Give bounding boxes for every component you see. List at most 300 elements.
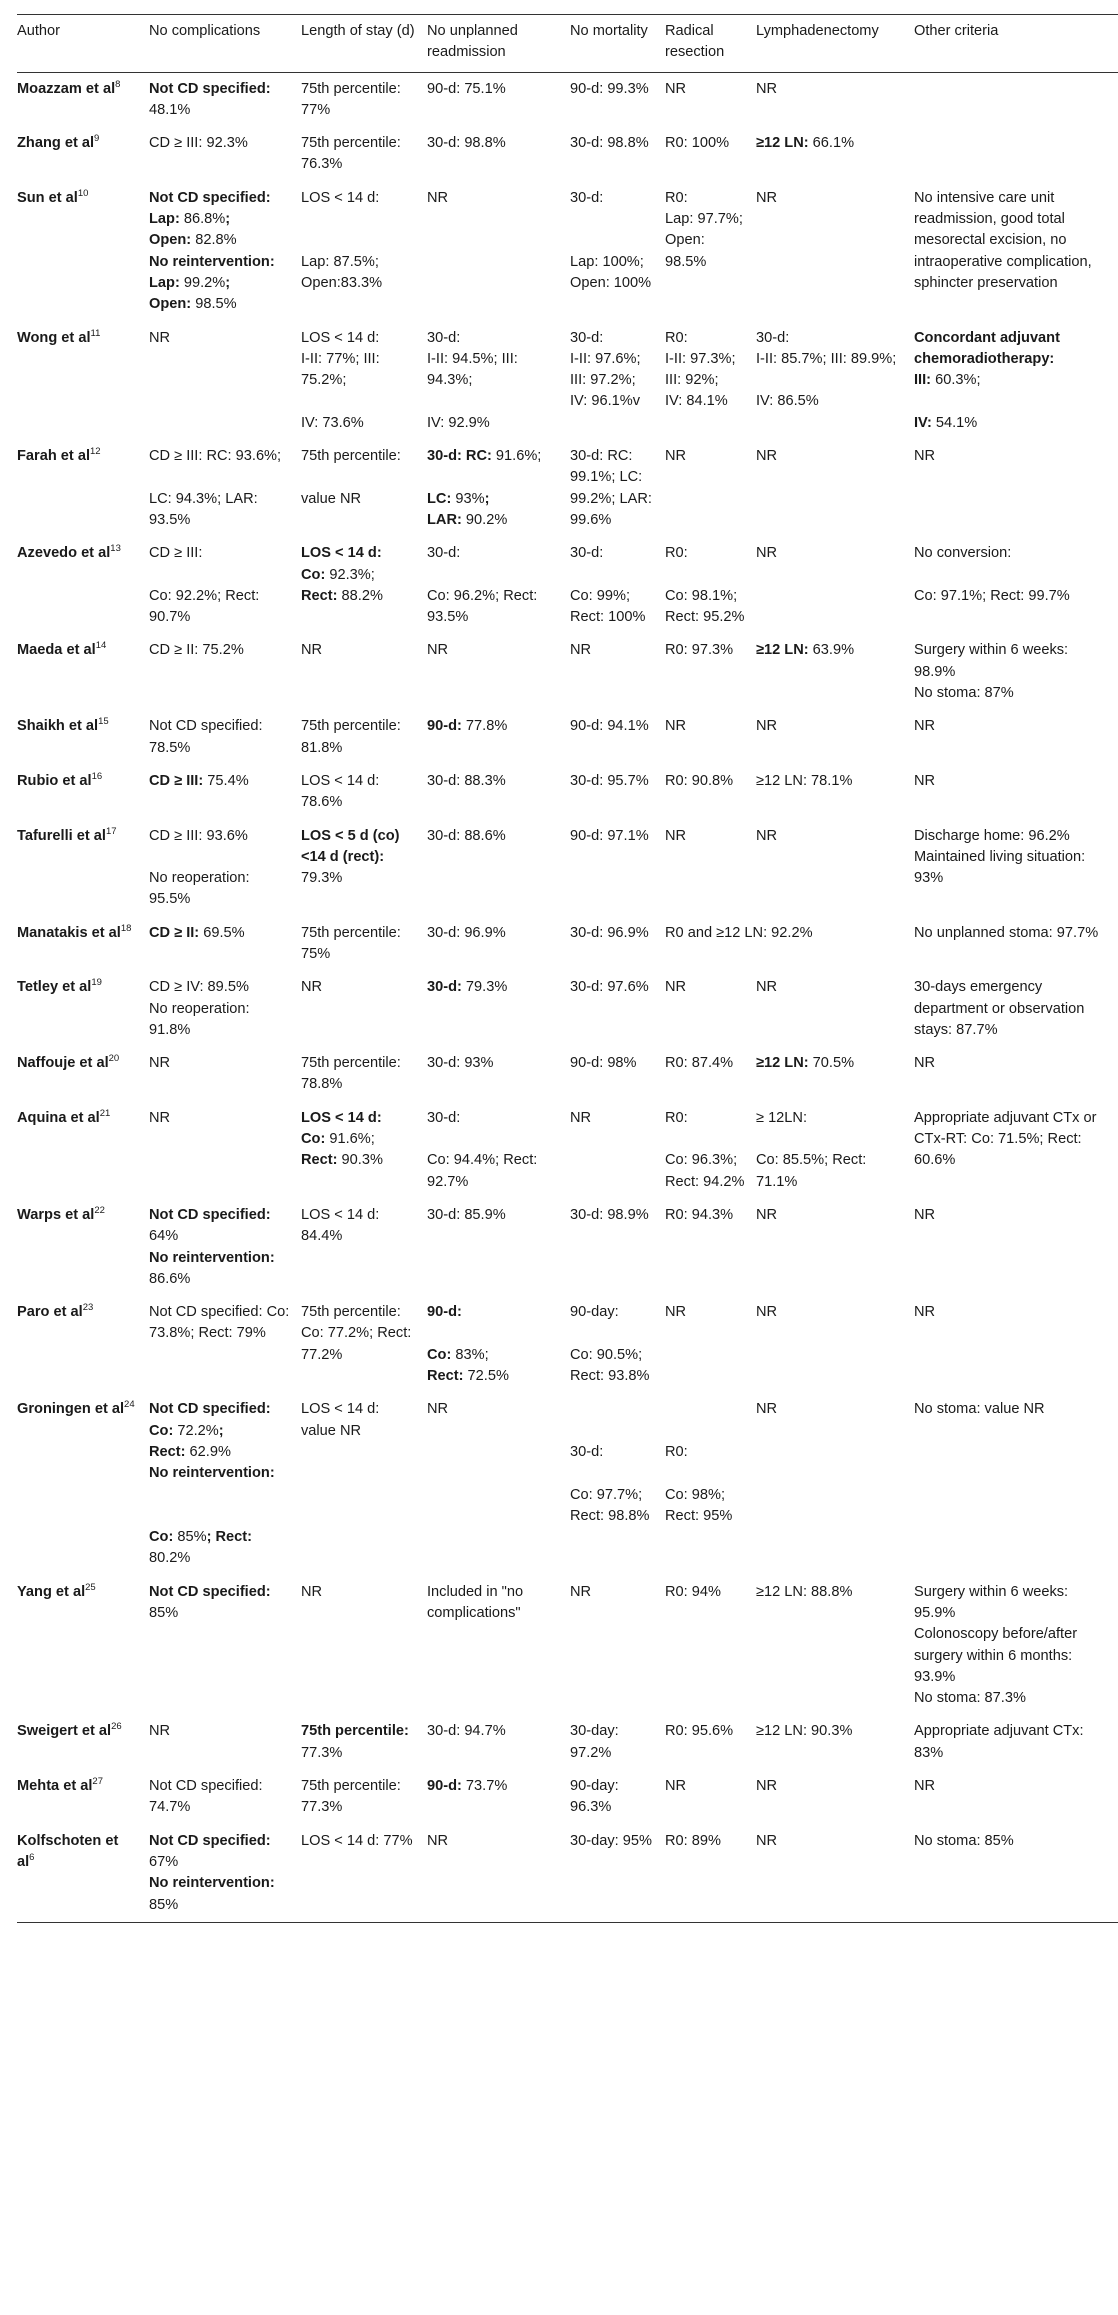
reference-number: 10 <box>77 187 89 199</box>
other-criteria-cell <box>914 1576 1118 1716</box>
cell-text: R0: 94.3% <box>665 1206 734 1223</box>
author-name: Groningen et al <box>17 1401 125 1418</box>
cell-text: Surgery within 6 weeks: 95.9% <box>914 1583 1069 1621</box>
author-cell <box>17 1393 149 1575</box>
cell-text: NR <box>756 189 778 206</box>
table-row <box>17 182 1118 322</box>
cell-text: LOS < 14 d: 84.4% <box>301 1206 380 1245</box>
table-row <box>17 1393 1118 1575</box>
cell-text: R0: <box>665 1443 688 1460</box>
radical-resection-cell <box>665 1715 756 1770</box>
no-complications-cell <box>149 1296 301 1393</box>
cell-text: ; <box>484 490 490 507</box>
cell-text: 72.2% <box>173 1422 219 1439</box>
reference-number: 24 <box>124 1399 135 1411</box>
table-row <box>17 1715 1118 1770</box>
cell-text: III: <box>914 372 932 389</box>
cell-text: Not CD specified: Co: 73.8%; Rect: 79% <box>149 1304 290 1342</box>
cell-text: Open: <box>149 232 192 249</box>
reference-number: 17 <box>105 825 117 837</box>
cell-text: NR <box>665 1778 687 1795</box>
author-name: Shaikh et al <box>17 718 99 735</box>
cell-text: ; <box>225 211 231 228</box>
readmission-cell <box>427 1576 570 1716</box>
mortality-cell <box>570 1576 665 1716</box>
table-row <box>17 820 1118 917</box>
col-header-no-mortality: No mortality <box>570 15 665 73</box>
cell-text: NR <box>914 1778 936 1795</box>
lymphadenectomy-cell <box>756 1296 914 1393</box>
lymphadenectomy-cell <box>756 634 914 710</box>
author-cell <box>17 1102 149 1199</box>
cell-text: 48.1% <box>149 101 191 118</box>
radical-resection-cell <box>665 634 756 710</box>
readmission-cell <box>427 72 570 127</box>
reference-number: 19 <box>91 977 102 989</box>
radical-resection-cell <box>665 72 756 127</box>
readmission-cell <box>427 820 570 917</box>
col-header-no-complications: No complications <box>149 15 301 73</box>
no-complications-cell <box>149 1576 301 1716</box>
mortality-cell <box>570 820 665 917</box>
cell-text: LAR: <box>427 511 462 528</box>
length-of-stay-cell <box>301 1199 427 1296</box>
cell-text: Lap: <box>149 211 180 228</box>
radical-resection-cell <box>665 322 756 440</box>
cell-text: Co: <box>427 1346 452 1363</box>
cell-text: CD ≥ II: 75.2% <box>149 642 244 659</box>
cell-text: 75th percentile: 77.3% <box>301 1778 401 1816</box>
cell-text: No unplanned stoma: 97.7% <box>914 924 1099 941</box>
cell-text: CD ≥ III: <box>149 772 204 789</box>
cell-text: 30-day: 95% <box>570 1832 652 1849</box>
radical-resection-cell <box>665 765 756 820</box>
mortality-cell <box>570 1296 665 1393</box>
other-criteria-cell <box>914 72 1118 127</box>
mortality-cell <box>570 1825 665 1923</box>
cell-text: IV: <box>914 414 932 431</box>
cell-text: R0: 95.6% <box>665 1723 734 1740</box>
col-header-author: Author <box>17 15 149 73</box>
table-row <box>17 971 1118 1047</box>
no-complications-cell <box>149 1047 301 1102</box>
cell-text: 90-d: 99.3% <box>570 80 649 97</box>
cell-text: 30-day: 97.2% <box>570 1723 619 1761</box>
cell-text: 90-day: <box>570 1304 619 1321</box>
table-row <box>17 765 1118 820</box>
table-row <box>17 322 1118 440</box>
cell-text: R0: <box>665 1109 688 1126</box>
cell-text: No reoperation: 91.8% <box>149 1000 250 1038</box>
author-name: Azevedo et al <box>17 545 111 562</box>
lymphadenectomy-cell <box>756 72 914 127</box>
other-criteria-cell <box>914 537 1118 634</box>
cell-text: IV: 92.9% <box>427 414 490 431</box>
cell-text: I-II: 97.6%; <box>570 350 641 367</box>
radical-resection-cell <box>665 1199 756 1296</box>
cell-text: NR <box>149 1723 171 1740</box>
radical-resection-cell <box>665 1296 756 1393</box>
cell-text: 90.3% <box>337 1152 383 1169</box>
no-complications-cell <box>149 1393 301 1575</box>
cell-text: 30-days emergency department or observation stays: 87.7% <box>914 979 1085 1038</box>
reference-number: 14 <box>95 640 107 652</box>
cell-text: NR <box>665 718 687 735</box>
lymphadenectomy-cell <box>756 1715 914 1770</box>
cell-text: 77.3% <box>301 1744 343 1761</box>
cell-text: Rect: <box>301 1152 338 1169</box>
cell-text: CD ≥ IV: 89.5% <box>149 979 249 996</box>
cell-text: NR <box>665 80 687 97</box>
cell-text: NR <box>570 1583 592 1600</box>
other-criteria-cell <box>914 1047 1118 1102</box>
cell-text: Surgery within 6 weeks: 98.9% <box>914 642 1069 680</box>
mortality-cell <box>570 440 665 537</box>
readmission-cell <box>427 1199 570 1296</box>
radical-resection-cell <box>665 182 756 322</box>
cell-text: NR <box>756 448 778 465</box>
cell-text: 62.9% <box>185 1443 231 1460</box>
cell-text: 30-d: 94.7% <box>427 1723 506 1740</box>
cell-text: 30-d: 93% <box>427 1055 494 1072</box>
cell-text: NR <box>149 329 171 346</box>
cell-text: No reintervention: <box>149 1249 275 1266</box>
length-of-stay-cell <box>301 634 427 710</box>
readmission-cell <box>427 1296 570 1393</box>
author-cell <box>17 72 149 127</box>
readmission-cell <box>427 917 570 972</box>
cell-text: 75th percentile: 78.8% <box>301 1055 401 1093</box>
cell-text: NR <box>665 979 687 996</box>
radical-resection-cell <box>665 1047 756 1102</box>
cell-text: CD ≥ II: <box>149 924 200 941</box>
table-row <box>17 1296 1118 1393</box>
cell-text: ≥12 LN: 90.3% <box>756 1723 853 1740</box>
cell-text: No reintervention: <box>149 1875 275 1892</box>
author-name: Mehta et al <box>17 1778 93 1795</box>
mortality-cell <box>570 1102 665 1199</box>
cell-text: Not CD specified: <box>149 189 271 206</box>
col-header-other-criteria: Other criteria <box>914 15 1118 73</box>
cell-text: ≥12 LN: <box>756 642 809 659</box>
cell-text: NR <box>756 1832 778 1849</box>
cell-text: Lap: 97.7%; Open: 98.5% <box>665 211 743 270</box>
cell-text: 82.8% <box>191 232 237 249</box>
cell-text: 75th percentile: 76.3% <box>301 135 401 173</box>
cell-text: 54.1% <box>931 414 978 431</box>
author-name: Sun et al <box>17 189 78 206</box>
author-cell <box>17 1199 149 1296</box>
author-name: Warps et al <box>17 1206 95 1223</box>
cell-text: 75th percentile: 77% <box>301 80 401 118</box>
mortality-cell <box>570 1770 665 1825</box>
cell-text: Co: 94.4%; Rect: 92.7% <box>427 1152 538 1190</box>
reference-number: 16 <box>91 771 103 783</box>
col-header-lymphadenectomy: Lymphadenectomy <box>756 15 914 73</box>
cell-text: NR <box>756 718 778 735</box>
cell-text: I-II: 77%; III: 75.2%; <box>301 350 380 389</box>
cell-text: Not CD specified: 74.7% <box>149 1778 263 1816</box>
author-cell <box>17 537 149 634</box>
cell-text: No stoma: 87.3% <box>914 1690 1026 1707</box>
other-criteria-cell <box>914 634 1118 710</box>
length-of-stay-cell <box>301 917 427 972</box>
cell-text: 30-d: <box>570 329 604 346</box>
reference-number: 27 <box>92 1776 103 1788</box>
cell-text: NR <box>665 1304 687 1321</box>
cell-text: 86.6% <box>149 1270 191 1287</box>
col-header-no-unplanned-readmission: No unplanned readmission <box>427 15 570 73</box>
cell-text: No reoperation: 95.5% <box>149 870 250 908</box>
lymphadenectomy-cell <box>756 440 914 537</box>
cell-text: 90-d: 75.1% <box>427 80 506 97</box>
readmission-cell <box>427 322 570 440</box>
cell-text: NR <box>914 772 936 789</box>
radical-resection-cell <box>665 710 756 765</box>
no-complications-cell <box>149 820 301 917</box>
cell-text: 75th percentile: 81.8% <box>301 718 401 756</box>
reference-number: 12 <box>90 446 101 458</box>
cell-text: 91.6%; <box>325 1131 375 1148</box>
cell-text: LOS < 14 d: <box>301 329 380 346</box>
cell-text: 98.5% <box>191 296 237 313</box>
cell-text: R0: 97.3% <box>665 642 734 659</box>
cell-text: 30-d: <box>570 545 604 562</box>
cell-text: No reintervention: <box>149 253 275 270</box>
readmission-cell <box>427 182 570 322</box>
author-cell <box>17 634 149 710</box>
cell-text: Lap: 87.5%; Open:83.3% <box>301 253 383 291</box>
cell-text: IV: 73.6% <box>301 414 364 431</box>
cell-text: 79.3% <box>301 870 343 887</box>
other-criteria-cell <box>914 971 1118 1047</box>
table-header-row <box>17 15 1118 73</box>
cell-text: LOS < 14 d: 78.6% <box>301 772 380 811</box>
mortality-cell <box>570 1047 665 1102</box>
other-criteria-cell <box>914 322 1118 440</box>
cell-text: 75th percentile: 75% <box>301 924 401 962</box>
author-cell <box>17 1715 149 1770</box>
cell-text: R0: 87.4% <box>665 1055 734 1072</box>
cell-text: Co: 98%; Rect: 95% <box>665 1486 733 1524</box>
table-row <box>17 1770 1118 1825</box>
cell-text: LC: 94.3%; LAR: 93.5% <box>149 490 258 528</box>
cell-text: 30-d: <box>427 979 462 996</box>
table-row <box>17 1047 1118 1102</box>
reference-number: 15 <box>98 716 109 728</box>
table-row <box>17 1102 1118 1199</box>
cell-text: 30-d: RC: <box>427 448 492 465</box>
cell-text: Co: 98.1%; Rect: 95.2% <box>665 587 745 626</box>
readmission-cell <box>427 1393 570 1575</box>
length-of-stay-cell <box>301 440 427 537</box>
other-criteria-cell <box>914 1770 1118 1825</box>
cell-text: 69.5% <box>199 924 245 941</box>
col-header-length-of-stay: Length of stay (d) <box>301 15 427 73</box>
mortality-cell <box>570 917 665 972</box>
radical-resection-cell <box>665 820 756 917</box>
author-name: Naffouje et al <box>17 1055 109 1072</box>
author-name: Moazzam et al <box>17 80 116 97</box>
cell-text: 30-d: <box>427 329 461 346</box>
cell-text: 91.6%; <box>491 448 542 465</box>
lymphadenectomy-cell <box>756 182 914 322</box>
author-name: Manatakis et al <box>17 924 121 941</box>
cell-text: NR <box>301 642 323 659</box>
cell-text: 73.7% <box>461 1778 508 1795</box>
no-complications-cell <box>149 537 301 634</box>
cell-text: 30-d: <box>570 1443 604 1460</box>
readmission-cell <box>427 1047 570 1102</box>
cell-text: IV: 96.1%v <box>570 393 641 410</box>
cell-text: 30-d: 98.8% <box>570 135 649 152</box>
cell-text: Co: 90.5%; Rect: 93.8% <box>570 1346 650 1385</box>
cell-text: Lap: 100%; Open: 100% <box>570 253 652 291</box>
mortality-cell <box>570 322 665 440</box>
reference-number: 11 <box>90 327 101 339</box>
cell-text: CD ≥ III: <box>149 545 203 562</box>
author-name: Maeda et al <box>17 642 96 659</box>
readmission-cell <box>427 710 570 765</box>
cell-text: NR <box>756 1206 778 1223</box>
lymphadenectomy-cell <box>756 820 914 917</box>
no-complications-cell <box>149 917 301 972</box>
cell-text: NR <box>301 979 323 996</box>
reference-number: 26 <box>111 1721 122 1733</box>
cell-text: Included in "no complications" <box>427 1583 524 1621</box>
no-complications-cell <box>149 182 301 322</box>
cell-text: 75th percentile: <box>301 1723 409 1740</box>
cell-text: Co: 92.2%; Rect: 90.7% <box>149 587 260 626</box>
cell-text: Concordant adjuvant chemoradiotherapy: <box>914 329 1060 367</box>
cell-text: R0: <box>665 189 688 206</box>
cell-text: 93% <box>451 490 485 507</box>
cell-text: NR <box>149 1109 171 1126</box>
cell-text: LOS < 5 d (co) <box>301 827 400 844</box>
cell-text: 75.4% <box>203 772 249 789</box>
readmission-cell <box>427 1825 570 1923</box>
cell-text: 64% <box>149 1228 179 1245</box>
length-of-stay-cell <box>301 322 427 440</box>
length-of-stay-cell <box>301 1715 427 1770</box>
cell-text: LC: <box>427 490 452 507</box>
length-of-stay-cell <box>301 72 427 127</box>
table-row <box>17 1825 1118 1923</box>
cell-text: No stoma: value NR <box>914 1401 1045 1418</box>
cell-text: ; <box>218 1422 224 1439</box>
other-criteria-cell <box>914 820 1118 917</box>
cell-text: 90-d: 94.1% <box>570 718 649 735</box>
readmission-cell <box>427 765 570 820</box>
author-cell <box>17 1576 149 1716</box>
cell-text: ≥12 LN: <box>756 1055 809 1072</box>
lymphadenectomy-cell <box>756 971 914 1047</box>
readmission-cell <box>427 1715 570 1770</box>
cell-text: 99.2% <box>179 274 226 291</box>
length-of-stay-cell <box>301 1576 427 1716</box>
cell-text: 30-d: <box>570 189 604 206</box>
cell-text: R0: 100% <box>665 135 730 152</box>
cell-text: No stoma: 87% <box>914 685 1014 702</box>
author-cell <box>17 322 149 440</box>
reference-number: 13 <box>110 543 121 555</box>
cell-text: 72.5% <box>463 1368 509 1385</box>
no-complications-cell <box>149 634 301 710</box>
cell-text: No intensive care unit readmission, good total mesorectal excision, no intraoperative complication, sphincter preservation <box>914 189 1092 291</box>
no-complications-cell <box>149 127 301 182</box>
author-cell <box>17 1296 149 1393</box>
cell-text: NR <box>756 1778 778 1795</box>
cell-text: 85% <box>149 1605 179 1621</box>
cell-text: Not CD specified: <box>149 1583 271 1600</box>
cell-text: 90-d: <box>427 1304 462 1321</box>
other-criteria-cell <box>914 1199 1118 1296</box>
cell-text: NR <box>914 1304 936 1321</box>
table-row <box>17 634 1118 710</box>
length-of-stay-cell <box>301 1047 427 1102</box>
other-criteria-cell <box>914 917 1118 972</box>
cell-text: 30-d: 85.9% <box>427 1206 506 1223</box>
no-complications-cell <box>149 1715 301 1770</box>
cell-text: NR <box>149 1055 171 1072</box>
cell-text: Co: <box>149 1529 174 1546</box>
table-row <box>17 710 1118 765</box>
no-complications-cell <box>149 1825 301 1923</box>
lymphadenectomy-cell <box>756 322 914 440</box>
lymphadenectomy-cell <box>756 127 914 182</box>
author-cell <box>17 765 149 820</box>
reference-number: 18 <box>120 922 132 934</box>
cell-text: I-II: 85.7%; III: 89.9%; <box>756 350 897 367</box>
author-name: Paro et al <box>17 1304 83 1321</box>
author-name: Tetley et al <box>17 979 92 996</box>
author-cell <box>17 1825 149 1923</box>
cell-text: LOS < 14 d: 77% <box>301 1832 413 1849</box>
radical-resection-cell <box>665 1770 756 1825</box>
mortality-cell <box>570 1393 665 1575</box>
other-criteria-cell <box>914 765 1118 820</box>
cell-text: Co: <box>149 1422 174 1439</box>
cell-text: Appropriate adjuvant CTx or CTx-RT: Co: 71.5%; Rect: 60.6% <box>914 1109 1097 1169</box>
other-criteria-cell <box>914 1296 1118 1393</box>
cell-text: 88.2% <box>337 587 383 604</box>
no-complications-cell <box>149 322 301 440</box>
cell-text: 67% <box>149 1853 179 1870</box>
cell-text: Lap: <box>149 274 180 291</box>
reference-number: 23 <box>82 1302 94 1314</box>
cell-text: 90-d: <box>427 718 462 735</box>
no-complications-cell <box>149 1770 301 1825</box>
cell-text: 92.3%; <box>325 566 375 583</box>
cell-text: NR <box>427 1401 449 1418</box>
radical-resection-cell <box>665 440 756 537</box>
cell-text: NR <box>756 545 778 562</box>
other-criteria-cell <box>914 1393 1118 1575</box>
author-cell <box>17 820 149 917</box>
cell-text: 63.9% <box>808 642 855 659</box>
length-of-stay-cell <box>301 1296 427 1393</box>
cell-text: 30-d: 95.7% <box>570 772 649 789</box>
cell-text: R0: <box>665 545 688 562</box>
cell-text: 83%; <box>451 1346 489 1363</box>
cell-text: No stoma: 85% <box>914 1832 1014 1849</box>
cell-text: 90.2% <box>461 511 508 528</box>
author-name: Rubio et al <box>17 772 92 789</box>
reference-number: 9 <box>94 133 100 145</box>
cell-text: Open: <box>149 296 192 313</box>
length-of-stay-cell <box>301 971 427 1047</box>
cell-text: NR <box>665 827 687 844</box>
